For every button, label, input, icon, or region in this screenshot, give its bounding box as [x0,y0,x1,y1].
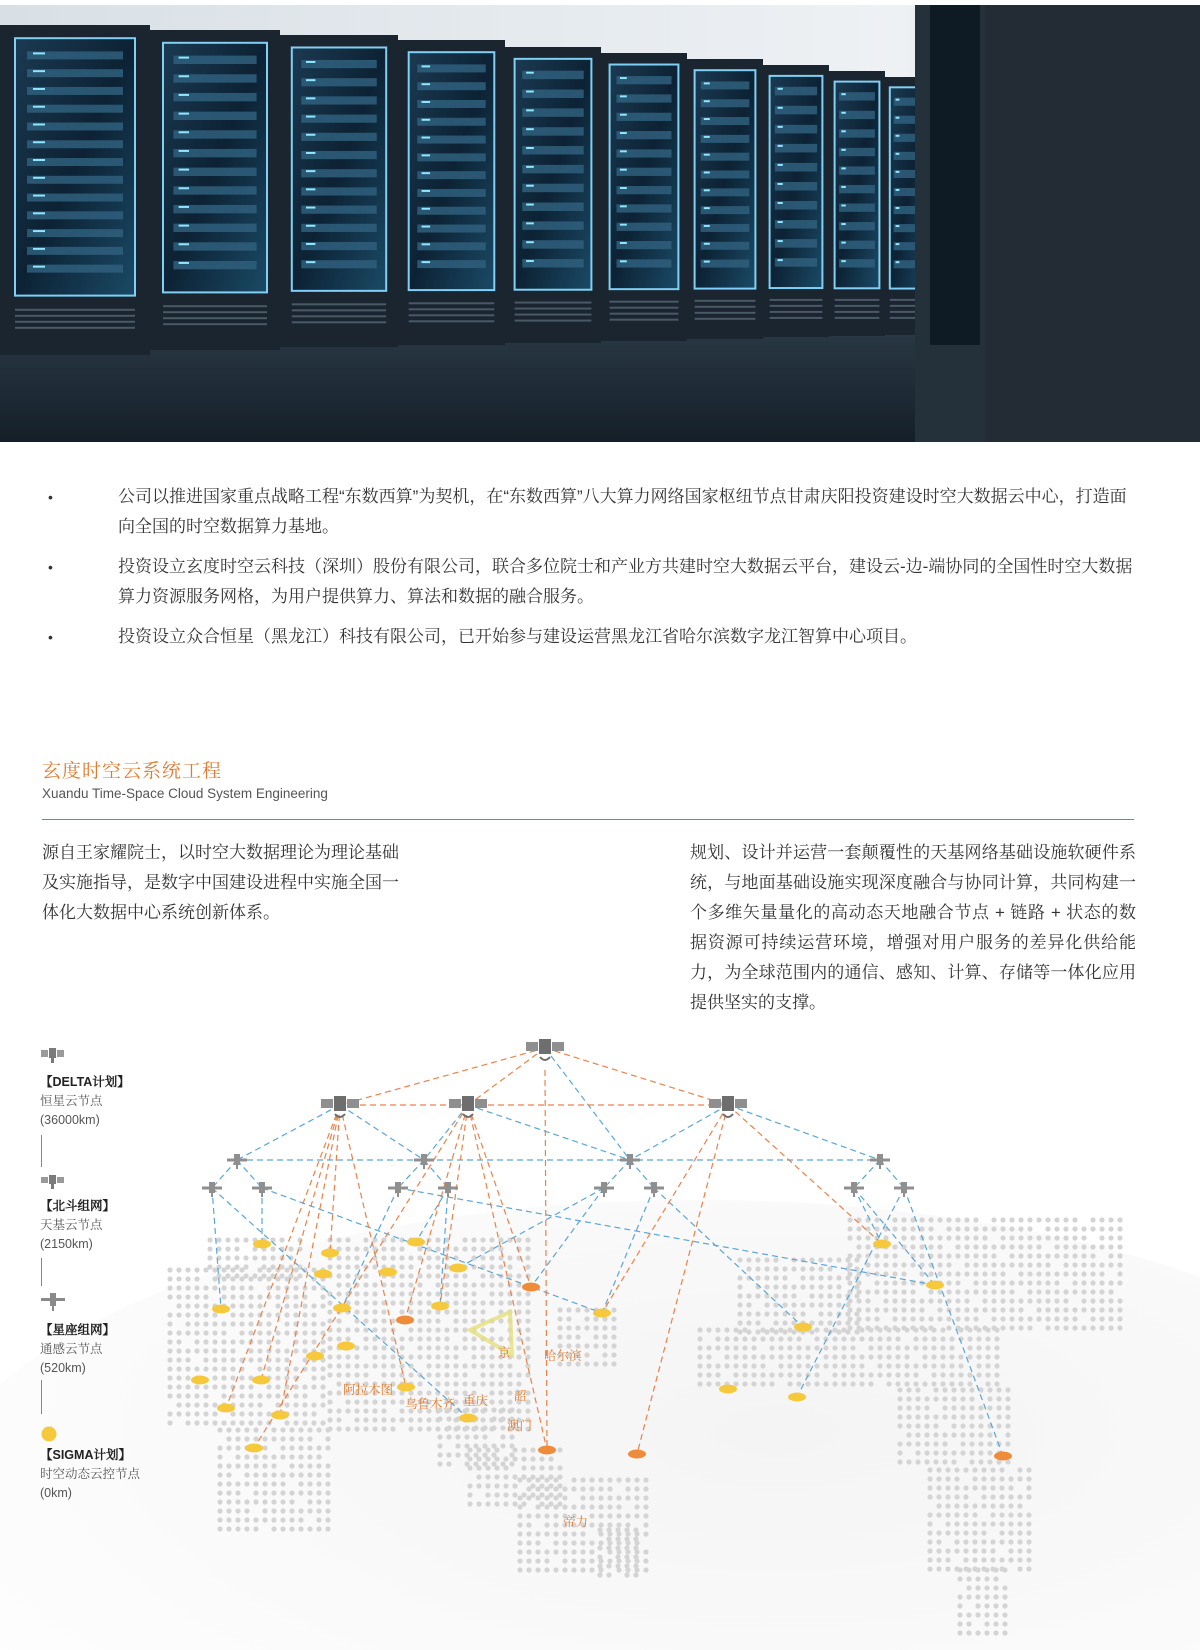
ground-node [379,1268,397,1277]
bullet-dot-icon: • [48,629,53,645]
legend-altitude: (0km) [40,1486,72,1500]
section-title: 玄度时空云系统工程 [42,761,223,782]
city-label-dili: 帝力 [563,1515,589,1529]
city-label-chongqing: 重庆 [463,1394,489,1408]
intro-paragraph-right: 规划、设计并运营一套颠覆性的天基网络基础设施软硬件系统，与地面基础设施实现深度融合与协同计算，共同构建一个多维矢量量化的高动态天地融合节点 + 链路 + 状态的数据资源可持续运营环境，增强对用户服务的差异化供给能力，为全球范围内的通信、感知、计算、存储等一体化应用提供坚实的支撑。 [690,843,1136,1012]
legend-sigma [40,1445,140,1503]
globe-glow [0,1200,1200,1650]
city-label-jing: 京 [498,1346,511,1360]
ground-node [522,1283,540,1292]
legend-desc: 天基云节点 [40,1218,103,1232]
city-label-almaty: 阿拉木图 [343,1383,394,1397]
bullet-item [40,622,1140,652]
ground-node [306,1352,324,1361]
ground-node [449,1264,467,1273]
legend-altitude: (36000km) [40,1113,100,1127]
satellite-icon [526,1039,564,1060]
legend-desc: 时空动态云控节点 [40,1467,141,1481]
small-satellite-icon [870,1154,890,1169]
ground-node [794,1323,812,1332]
bullet-text: 投资设立众合恒星（黑龙江）科技有限公司，已开始参与建设运营黑龙江省哈尔滨数字龙江智算中心项目。 [118,627,917,646]
ground-node [788,1393,806,1402]
section-divider [42,819,1134,820]
small-satellite-icon [388,1182,408,1197]
small-satellite-icon [644,1182,664,1197]
satellite-icon [449,1096,487,1117]
city-label-shao: 韶 [514,1389,527,1403]
bullet-dot-icon: • [48,489,53,505]
city-label-harbin: 哈尔滨 [544,1349,582,1363]
ground-node [593,1309,611,1318]
small-satellite-icon [227,1154,247,1169]
ground-node [926,1281,944,1290]
ground-node [245,1444,263,1453]
section-subtitle: Xuandu Time-Space Cloud System Engineering [42,786,328,801]
bullet-list [40,482,1140,662]
small-satellite-icon [202,1182,222,1197]
legend-title: 【SIGMA计划】 [40,1448,131,1462]
legend-connector [41,1135,42,1167]
ground-node [994,1452,1012,1461]
ground-node [628,1450,646,1459]
city-label-macau: 澳门 [507,1419,533,1433]
bullet-item [40,552,1140,612]
ground-node [337,1342,355,1351]
satellite-icon [40,1172,66,1197]
small-satellite-icon [894,1182,914,1197]
legend-title: 【北斗组网】 [40,1199,116,1213]
ground-node [459,1414,477,1423]
ground-node [397,1383,415,1392]
legend-connector [41,1258,42,1286]
ground-node [252,1376,270,1385]
bullet-text: 公司以推进国家重点战略工程“东数西算”为契机，在“东数西算”八大算力网络国家枢纽节点甘肃庆阳投资建设时空大数据云中心，打造面向全国的时空数据算力基地。 [118,487,1127,536]
ground-node [217,1404,235,1413]
small-satellite-icon [252,1182,272,1197]
small-satellite-icon [594,1182,614,1197]
legend-beidou [40,1196,115,1254]
satellite-icon [40,1045,66,1070]
ground-node [431,1302,449,1311]
bullet-item [40,482,1140,542]
ground-node [407,1238,425,1247]
bullet-dot-icon: • [48,559,53,575]
legend-connector [41,1380,42,1414]
legend-title: 【DELTA计划】 [40,1075,130,1089]
satellites [202,1039,914,1197]
city-label-urumqi: 乌鲁木齐 [405,1397,456,1411]
bullet-text: 投资设立玄度时空云科技（深圳）股份有限公司，联合多位院士和产业方共建时空大数据云平台，建设云-边-端协同的全国性时空大数据算力资源服务网格，为用户提供算力、算法和数据的融合服务。 [118,557,1133,606]
legend-title: 【星座组网】 [40,1323,116,1337]
ground-node [719,1385,737,1394]
intro-paragraph-left: 源自王家耀院士，以时空大数据理论为理论基础及实施指导，是数字中国建设进程中实施全国一体化大数据中心系统创新体系。 [42,843,399,922]
legend-desc: 通感云节点 [40,1342,103,1356]
ground-node [873,1240,891,1249]
ground-node [333,1304,351,1313]
legend-desc: 恒星云节点 [40,1094,103,1108]
ground-node [271,1411,289,1420]
satellite-icon [709,1096,747,1117]
legend-altitude: (2150km) [40,1237,93,1251]
small-satellite-icon [40,1290,66,1317]
ground-node [314,1270,332,1279]
small-satellite-icon [414,1154,434,1169]
space-ground-network-diagram [0,1010,1200,1650]
legend-altitude: (520km) [40,1361,86,1375]
ground-node [538,1446,556,1455]
hero-image-server-room [0,5,1200,442]
ground-node [321,1249,339,1258]
small-satellite-icon [844,1182,864,1197]
ground-node [396,1316,414,1325]
ground-node [253,1240,271,1249]
legend-delta [40,1072,130,1130]
legend-constellation [40,1320,115,1378]
ground-node [212,1305,230,1314]
ground-node [191,1376,209,1385]
